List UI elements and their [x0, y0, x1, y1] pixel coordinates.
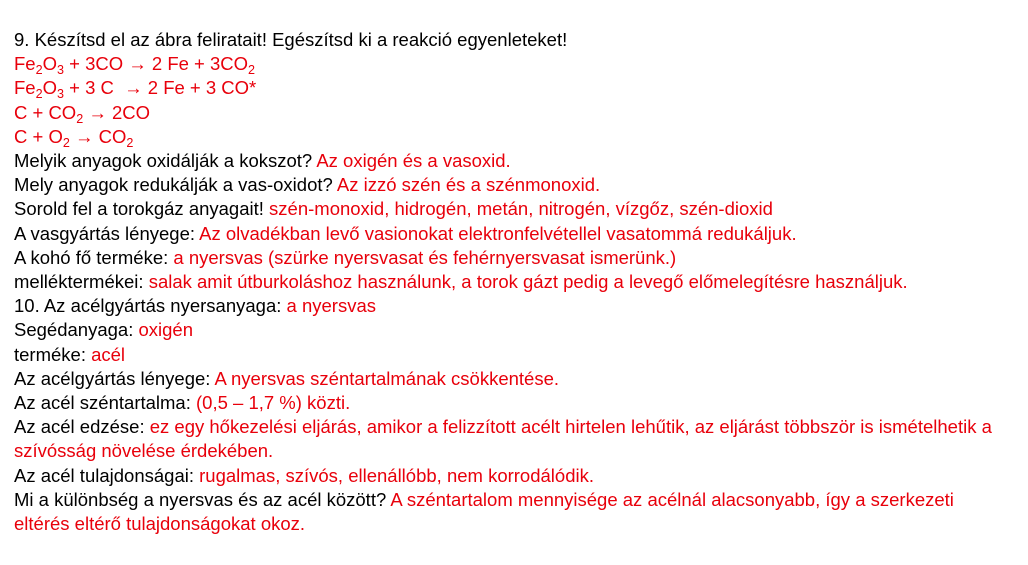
answer-text: a nyersvas (szürke nyersvasat és fehérnyersvasat ismerünk.)	[173, 246, 677, 268]
question-text: Melyik anyagok oxidálják a kokszot?	[14, 150, 317, 172]
reduce-line	[14, 173, 1028, 197]
gas-line	[14, 197, 1028, 221]
answer-text: (0,5 – 1,7 %) közti.	[196, 392, 351, 414]
carbon-content-line	[14, 391, 1028, 415]
answer-text: acél	[91, 343, 126, 365]
difference-line	[14, 488, 1004, 536]
answer-text: A nyersvas széntartalmának csökkentése.	[214, 367, 560, 389]
question-text: Mi a különbség a nyersvas és az acél között?	[14, 488, 391, 510]
question-text: Az acél tulajdonságai:	[14, 464, 200, 486]
auxiliary-line	[14, 318, 1028, 342]
steel-product-line	[14, 343, 1028, 367]
q9-title: 9. Készítsd el az ábra feliratait! Egészítsd ki a reakció egyenleteket!	[14, 29, 568, 50]
properties-line	[14, 464, 1028, 488]
answer-text: a nyersvas	[286, 295, 376, 317]
answer-text: Az oxigén és a vasoxid.	[316, 150, 511, 172]
question-text: terméke:	[14, 343, 92, 365]
equation-4: $C + O_2 \to CO_2$	[14, 125, 134, 150]
question-text: Mely anyagok redukálják a vas-oxidot?	[14, 174, 337, 196]
answer-text: rugalmas, szívós, ellenállóbb, nem korrodálódik.	[199, 464, 594, 486]
answer-text: salak amit útburkoláshoz használunk, a torok gázt pedig a levegő előmelegítésre használjuk.	[148, 271, 908, 293]
question-text: Sorold fel a torokgáz anyagait!	[14, 198, 270, 220]
answer-text: ez egy hőkezelési eljárás, amikor a felizzított acélt hirtelen lehűtik, az eljárást többször is ismételhetik a szívósság növelése érdekében.	[14, 416, 992, 462]
answer-text: szén-monoxid, hidrogén, metán, nitrogén, vízgőz, szén-dioxid	[269, 198, 773, 220]
steel-raw-line	[14, 294, 1028, 318]
steel-essence-line	[14, 367, 1028, 391]
equation-1: $Fe_2O_3 + 3CO \to 2$ $Fe + 3CO_2$	[14, 53, 256, 78]
question-text: Az acél edzése:	[14, 416, 150, 438]
question-text: Az acél széntartalma:	[14, 392, 196, 414]
equation-3: $C + CO_2 \to 2CO$	[14, 101, 151, 126]
question-text: A kohó fő terméke:	[14, 246, 174, 268]
question-text: Segédanyaga:	[14, 319, 139, 341]
byproduct-line	[14, 270, 1028, 294]
answer-text: A széntartalom mennyisége az acélnál alacsonyabb, így a szerkezeti eltérés eltérő tulajdonságokat okoz.	[14, 488, 954, 535]
answer-text: Az izzó szén és a szénmonoxid.	[336, 174, 601, 196]
question-text: A vasgyártás lényege:	[14, 222, 200, 244]
answer-text: oxigén	[138, 319, 193, 341]
question-text: 10. Az acélgyártás nyersanyaga:	[14, 295, 287, 317]
oxidize-line	[14, 149, 1028, 173]
equation-2: $Fe_2O_3 + 3$ C → 2 Fe + 3 CO*	[14, 77, 257, 102]
hardening-line	[14, 415, 1004, 463]
question-text: Az acélgyártás lényege:	[14, 367, 215, 389]
furnace-product-line	[14, 246, 1028, 270]
iron-essence-line	[14, 222, 1028, 246]
answer-text: Az olvadékban levő vasionokat elektronfelvétellel vasatommá redukáljuk.	[199, 222, 797, 244]
question-text: melléktermékei:	[14, 271, 149, 293]
